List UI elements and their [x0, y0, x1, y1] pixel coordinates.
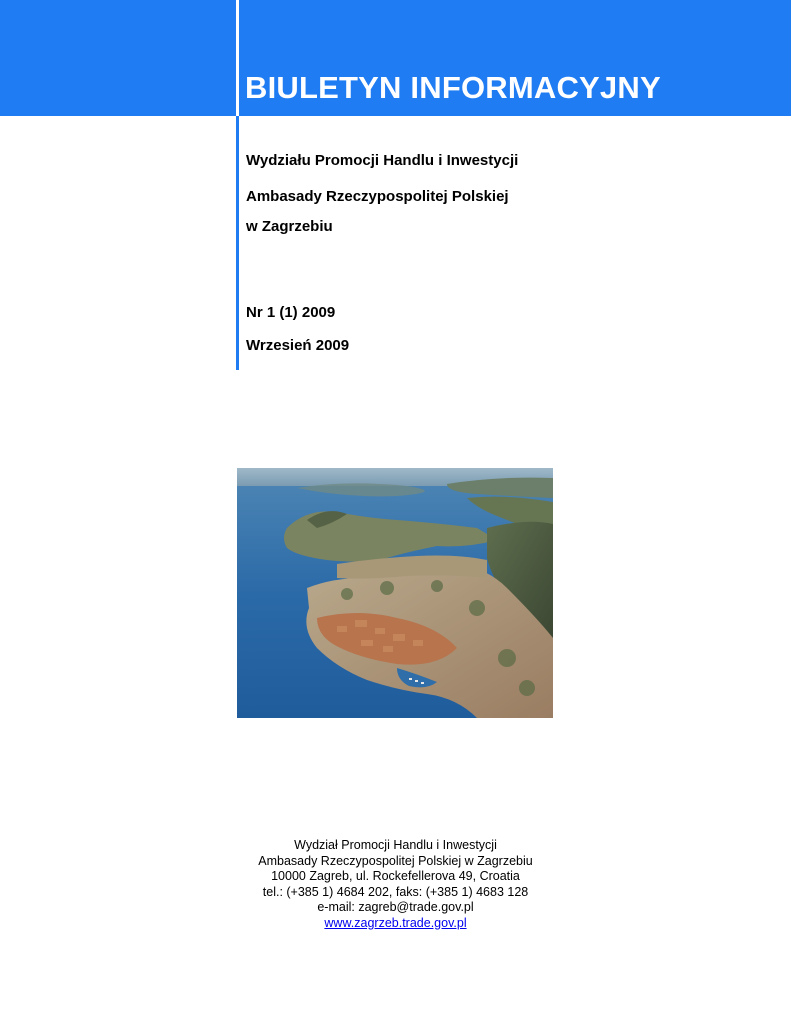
footer-contact: [200, 838, 591, 931]
footer-phone: tel.: (+385 1) 4684 202, faks: (+385 1) 4683 128: [262, 884, 529, 899]
page-title: BIULETYN INFORMACYJNY: [245, 70, 661, 105]
footer-address: 10000 Zagreb, ul. Rockefellerova 49, Croatia: [271, 869, 520, 883]
aerial-coastal-city-photo: [237, 468, 553, 718]
vertical-rule: [236, 116, 239, 370]
banner-divider: [236, 0, 239, 116]
issue-date: Wrzesień 2009: [246, 337, 350, 354]
embassy-name: Ambasady Rzeczypospolitej Polskiej: [246, 188, 509, 205]
issue-number: Nr 1 (1) 2009: [246, 304, 336, 321]
website-link[interactable]: www.zagrzeb.trade.gov.pl: [324, 915, 467, 930]
department-name: Wydziału Promocji Handlu i Inwestycji: [246, 152, 519, 169]
footer-department: Wydział Promocji Handlu i Inwestycji: [294, 838, 497, 852]
embassy-city: w Zagrzebiu: [246, 218, 333, 235]
footer-email: e-mail: zagreb@trade.gov.pl: [317, 900, 474, 914]
footer-embassy: Ambasady Rzeczypospolitej Polskiej w Zagrzebiu: [258, 853, 533, 868]
